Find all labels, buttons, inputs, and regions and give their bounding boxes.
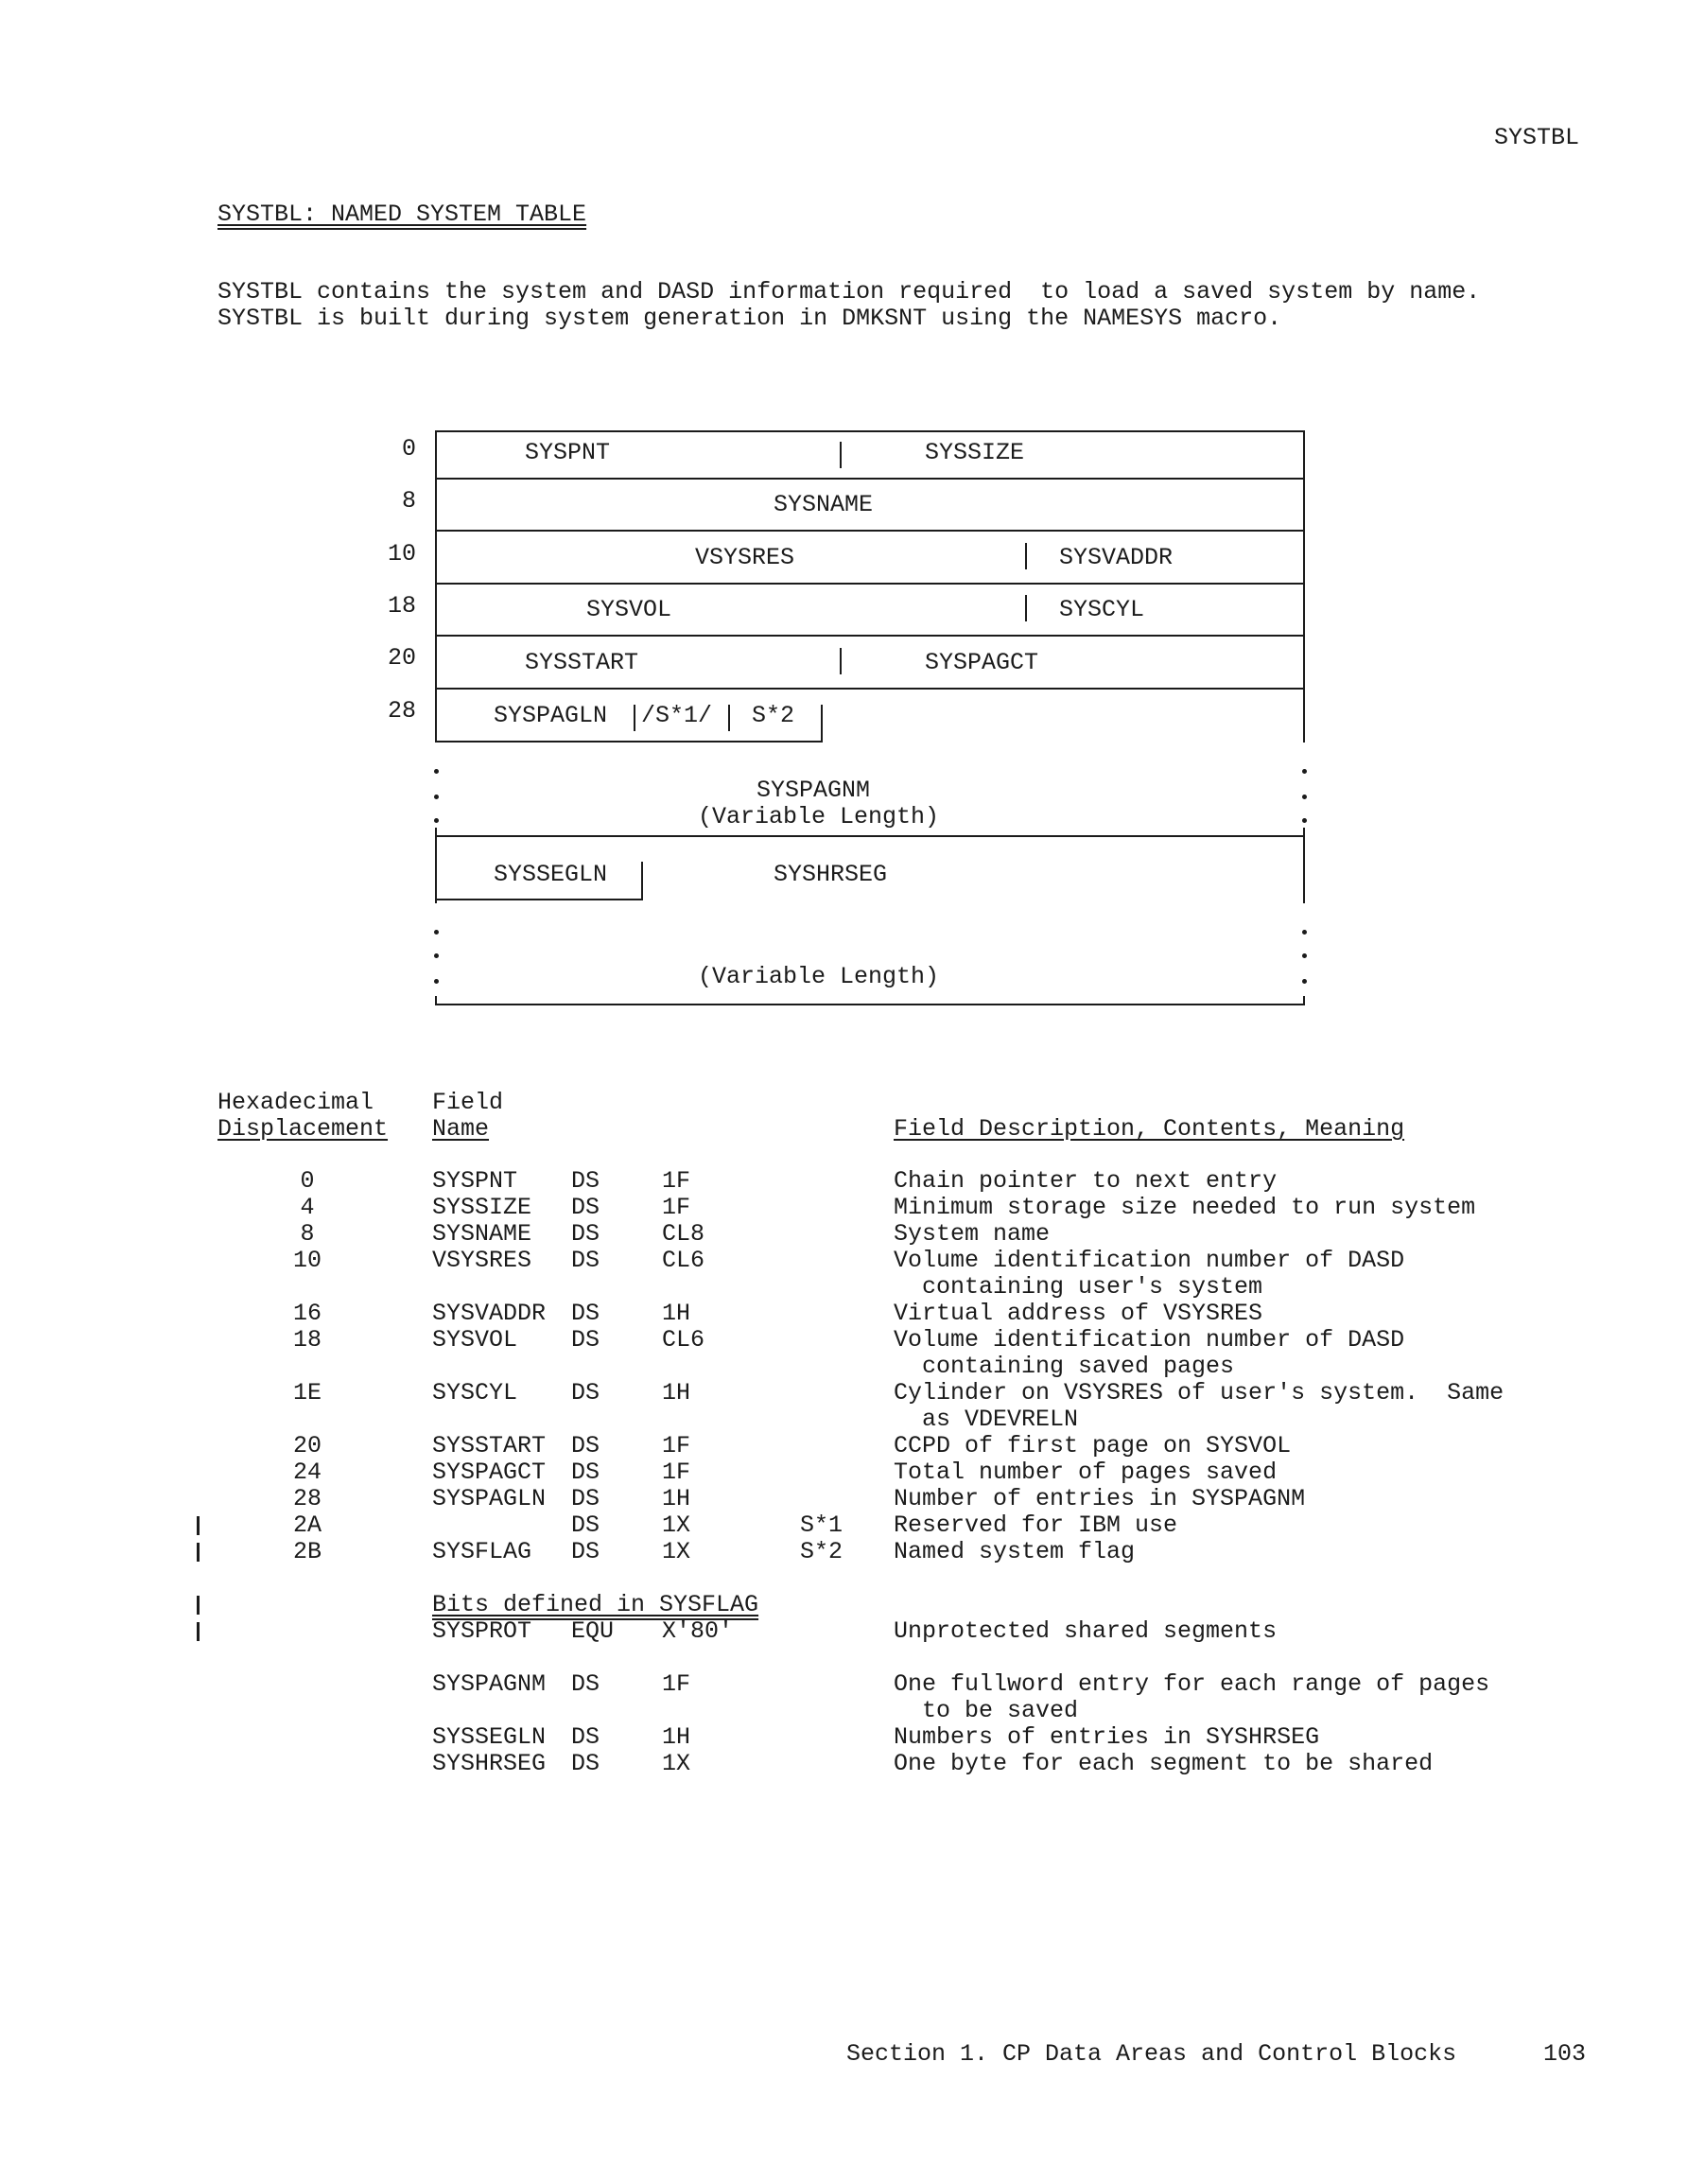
diagram-offset: 0 (401, 435, 416, 463)
frame-left-foot (435, 996, 437, 1005)
table-row-continuation (0, 1698, 1687, 1724)
row-type: DS (571, 1511, 600, 1539)
row-name: SYSFLAG (432, 1538, 532, 1565)
frame-right-foot (1303, 996, 1305, 1005)
row-name: SYSPAGNM (432, 1670, 547, 1698)
continuation-dot (434, 795, 439, 799)
table-row (0, 1512, 1687, 1539)
row-length: 1F (662, 1194, 691, 1221)
table-row (0, 1380, 1687, 1406)
continuation-dot (1302, 795, 1307, 799)
row-type: DS (571, 1538, 600, 1565)
row-length: 1F (662, 1459, 691, 1486)
page-title: SYSTBL: NAMED SYSTEM TABLE (217, 201, 587, 228)
row-name: SYSPNT (432, 1167, 518, 1195)
table-row (0, 1751, 1687, 1777)
row-description: Volume identification number of DASD (894, 1247, 1405, 1274)
row-description: Chain pointer to next entry (894, 1167, 1278, 1195)
row-offset: 10 (292, 1247, 322, 1274)
systbl-layout-diagram (387, 430, 1305, 1007)
row-length: 1F (662, 1670, 691, 1698)
frame-left-mid (435, 828, 437, 903)
row-name: SYSHRSEG (432, 1750, 547, 1777)
row-note: S*1 (800, 1511, 844, 1539)
row-length: 1H (662, 1723, 691, 1751)
row-length: 1F (662, 1432, 691, 1459)
cell-syspagln: SYSPAGLN (494, 702, 608, 729)
diagram-offset: 8 (401, 487, 416, 515)
row-name: SYSPROT (432, 1617, 532, 1645)
intro-line-1: SYSTBL contains the system and DASD information required to load a saved system by name. (217, 278, 1481, 306)
frame-right-mid (1303, 828, 1305, 903)
table-row (0, 1221, 1687, 1248)
row-description: Cylinder on VSYSRES of user's system. Same (894, 1379, 1504, 1406)
continuation-dot (434, 818, 439, 823)
page-number: 103 (1543, 2040, 1587, 2068)
row-length: CL6 (662, 1247, 705, 1274)
table-row (0, 1724, 1687, 1751)
table-row-continuation (0, 1354, 1687, 1380)
row-description: Unprotected shared segments (894, 1617, 1278, 1645)
cell-syspagnm: SYSPAGNM (757, 777, 871, 804)
revision-bar (197, 1516, 200, 1535)
row-type: DS (571, 1485, 600, 1512)
row-divider (435, 835, 1305, 837)
row-type: DS (571, 1167, 600, 1195)
row-description: containing saved pages (894, 1353, 1235, 1380)
table-row (0, 1618, 1687, 1645)
col-divider (728, 705, 730, 731)
row-length: 1H (662, 1485, 691, 1512)
row-name: SYSSIZE (432, 1194, 532, 1221)
running-header: SYSTBL (1494, 124, 1580, 151)
row-name: SYSSTART (432, 1432, 547, 1459)
row-length: 1F (662, 1167, 691, 1195)
frame-top (435, 430, 1305, 432)
row-type: DS (571, 1459, 600, 1486)
cell-sysname: SYSNAME (774, 491, 874, 518)
row-description: Number of entries in SYSPAGNM (894, 1485, 1306, 1512)
table-row (0, 1486, 1687, 1512)
row-length: 1X (662, 1511, 691, 1539)
row-divider (435, 530, 1305, 532)
table-row (0, 1168, 1687, 1195)
table-row (0, 1459, 1687, 1486)
row-offset: 0 (300, 1167, 315, 1195)
cell-vsysres: VSYSRES (695, 544, 795, 571)
row-length: CL6 (662, 1326, 705, 1354)
col-divider (1025, 595, 1027, 621)
col-divider (1025, 543, 1027, 569)
cell-syssegln: SYSSEGLN (494, 861, 608, 888)
continuation-dot (434, 930, 439, 935)
table-row (0, 1433, 1687, 1459)
continuation-dot (1302, 930, 1307, 935)
row-name: SYSPAGLN (432, 1485, 547, 1512)
cell-syshrseg: SYSHRSEG (774, 861, 888, 888)
diagram-offset: 20 (387, 644, 416, 672)
col-divider (840, 648, 842, 674)
row-description: Volume identification number of DASD (894, 1326, 1405, 1354)
cell-syscyl: SYSCYL (1059, 596, 1145, 623)
cell-sysvaddr: SYSVADDR (1059, 544, 1174, 571)
cell-syspagct: SYSPAGCT (925, 649, 1039, 676)
row-length: 1H (662, 1379, 691, 1406)
row-description: to be saved (894, 1697, 1079, 1724)
row-description: One byte for each segment to be shared (894, 1750, 1434, 1777)
row-offset: 1E (292, 1379, 322, 1406)
row-description: System name (894, 1220, 1051, 1248)
row-description: Named system flag (894, 1538, 1136, 1565)
row-type: DS (571, 1670, 600, 1698)
row-description: as VDEVRELN (894, 1406, 1079, 1433)
row-divider (435, 583, 1305, 585)
row-offset: 28 (292, 1485, 322, 1512)
row-type: DS (571, 1247, 600, 1274)
row-type: DS (571, 1326, 600, 1354)
row-type: DS (571, 1432, 600, 1459)
col-divider (840, 442, 842, 468)
row-name: SYSCYL (432, 1379, 518, 1406)
row-divider (435, 688, 1305, 690)
row-offset: 4 (300, 1194, 315, 1221)
continuation-dot (1302, 953, 1307, 958)
cell-syshrseg-length: (Variable Length) (698, 963, 940, 990)
row-type: DS (571, 1723, 600, 1751)
row-name: SYSPAGCT (432, 1459, 547, 1486)
bits-heading: Bits defined in SYSFLAG (432, 1591, 759, 1618)
row-name: SYSVADDR (432, 1300, 547, 1327)
cell-sysvol: SYSVOL (586, 596, 672, 623)
continuation-dot (1302, 769, 1307, 774)
row-name: SYSVOL (432, 1326, 518, 1354)
row-description: CCPD of first page on SYSVOL (894, 1432, 1292, 1459)
row-type: DS (571, 1300, 600, 1327)
table-row (0, 1671, 1687, 1698)
col-header-description: Field Description, Contents, Meaning (894, 1115, 1405, 1143)
row-length: X'80' (662, 1617, 734, 1645)
row-divider-partial (435, 741, 823, 743)
frame-bottom (435, 1004, 1305, 1005)
bits-heading-row (0, 1592, 1687, 1618)
row-name: SYSNAME (432, 1220, 532, 1248)
row-type: DS (571, 1194, 600, 1221)
row-type: DS (571, 1220, 600, 1248)
diagram-offset: 18 (387, 592, 416, 620)
row-length: CL8 (662, 1220, 705, 1248)
continuation-dot (434, 953, 439, 958)
row-description: Numbers of entries in SYSHRSEG (894, 1723, 1320, 1751)
row-divider (435, 478, 1305, 480)
cell-syspagnm-length: (Variable Length) (698, 803, 940, 830)
row-length: 1X (662, 1750, 691, 1777)
table-row-continuation (0, 1406, 1687, 1433)
row-offset: 24 (292, 1459, 322, 1486)
row-name: VSYSRES (432, 1247, 532, 1274)
col-header-field-2: Name (432, 1115, 490, 1143)
row-description: Virtual address of VSYSRES (894, 1300, 1263, 1327)
col-divider (641, 862, 643, 900)
cell-s1: /S*1/ (641, 702, 713, 729)
row-description: containing user's system (894, 1273, 1263, 1301)
table-row-continuation (0, 1274, 1687, 1301)
row-divider-partial (435, 899, 643, 900)
table-row (0, 1195, 1687, 1221)
diagram-offset: 10 (387, 540, 416, 568)
diagram-offset: 28 (387, 697, 416, 725)
row-divider (435, 635, 1305, 637)
revision-bar (197, 1622, 200, 1641)
row-offset: 20 (292, 1432, 322, 1459)
revision-bar (197, 1543, 200, 1562)
col-header-hex-2: Displacement (217, 1115, 389, 1143)
col-divider (821, 705, 823, 741)
row-description: Reserved for IBM use (894, 1511, 1178, 1539)
intro-line-2: SYSTBL is built during system generation in DMKSNT using the NAMESYS macro. (217, 305, 1282, 332)
cell-syspnt: SYSPNT (525, 439, 611, 466)
table-row (0, 1248, 1687, 1274)
continuation-dot (1302, 979, 1307, 984)
continuation-dot (434, 979, 439, 984)
cell-sysstart: SYSSTART (525, 649, 639, 676)
row-length: 1H (662, 1300, 691, 1327)
row-offset: 16 (292, 1300, 322, 1327)
cell-s2: S*2 (752, 702, 795, 729)
row-offset: 2B (292, 1538, 322, 1565)
row-offset: 18 (292, 1326, 322, 1354)
col-header-field-1: Field (432, 1089, 504, 1116)
table-row (0, 1327, 1687, 1354)
col-divider (634, 705, 635, 731)
row-type: DS (571, 1750, 600, 1777)
footer-section-title: Section 1. CP Data Areas and Control Blocks (846, 2040, 1457, 2068)
table-row (0, 1301, 1687, 1327)
continuation-dot (1302, 818, 1307, 823)
row-description: Minimum storage size needed to run system (894, 1194, 1476, 1221)
row-description: Total number of pages saved (894, 1459, 1278, 1486)
row-offset: 2A (292, 1511, 322, 1539)
row-type: EQU (571, 1617, 615, 1645)
row-type: DS (571, 1379, 600, 1406)
cell-syssize: SYSSIZE (925, 439, 1025, 466)
row-description: One fullword entry for each range of pages (894, 1670, 1490, 1698)
col-header-hex-1: Hexadecimal (217, 1089, 374, 1116)
row-note: S*2 (800, 1538, 844, 1565)
table-row (0, 1539, 1687, 1565)
revision-bar (197, 1596, 200, 1615)
row-name: SYSSEGLN (432, 1723, 547, 1751)
row-length: 1X (662, 1538, 691, 1565)
continuation-dot (434, 769, 439, 774)
row-offset: 8 (300, 1220, 315, 1248)
